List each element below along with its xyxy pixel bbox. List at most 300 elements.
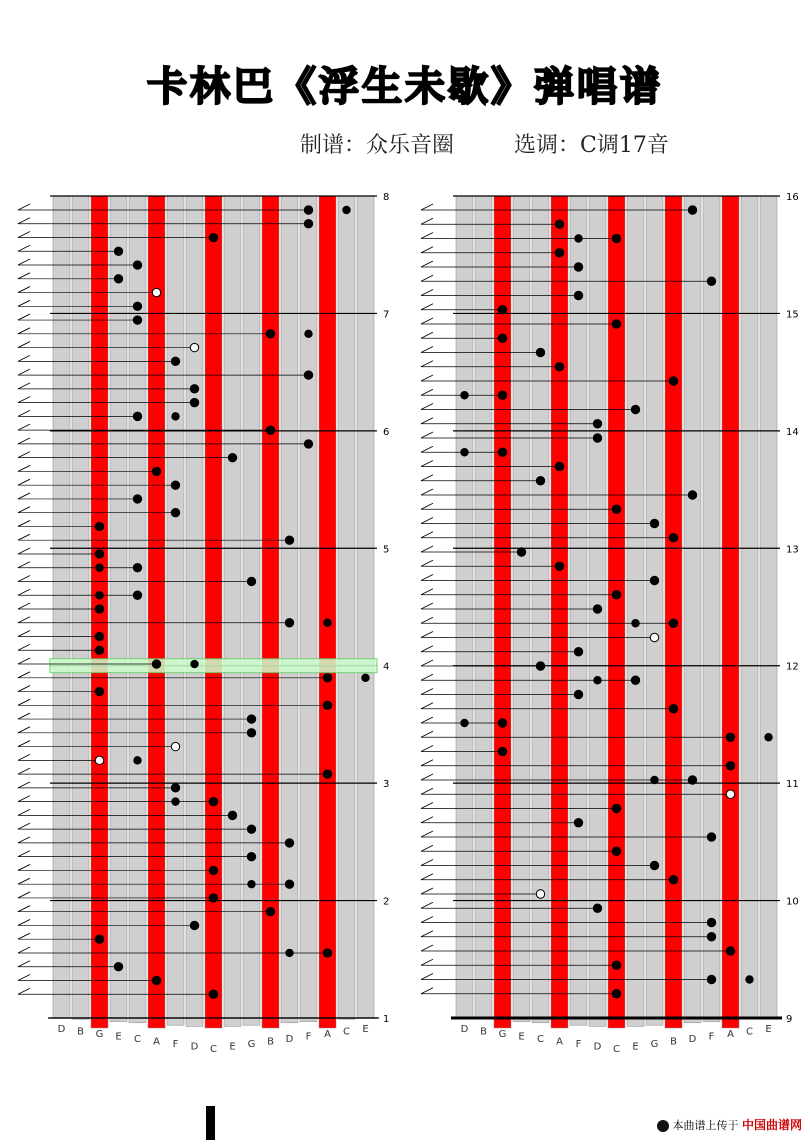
note-flag — [18, 644, 30, 650]
note-flag — [18, 658, 30, 664]
measure-number: 14 — [786, 426, 799, 438]
note-flag — [18, 837, 30, 843]
note-flag — [18, 479, 30, 485]
note-dot — [650, 776, 658, 784]
note-dot — [707, 933, 715, 941]
note-dot — [171, 797, 179, 805]
note-flag — [421, 461, 433, 467]
note-flag — [421, 931, 433, 937]
note-flag — [18, 383, 30, 389]
note-dot — [650, 576, 658, 584]
red-tine — [148, 196, 165, 1028]
red-tine — [319, 196, 336, 1028]
tine-label: A — [556, 1036, 563, 1048]
tine-label: D — [688, 1034, 697, 1045]
note-dot — [190, 660, 198, 668]
note-dot — [460, 391, 468, 399]
note-flag — [18, 204, 30, 210]
note-dot — [114, 247, 122, 255]
note-dot — [517, 548, 525, 556]
tine — [186, 196, 203, 1026]
note-flag — [18, 438, 30, 444]
measure-number: 10 — [786, 896, 799, 908]
red-tine — [665, 196, 682, 1028]
note-dot — [631, 619, 639, 627]
note-dot — [669, 619, 677, 627]
note-dot — [95, 756, 103, 764]
note-flag — [18, 919, 30, 925]
note-dot — [593, 605, 601, 613]
note-dot — [247, 852, 255, 860]
note-dot — [95, 935, 103, 943]
note-dot — [323, 770, 331, 778]
measure-number: 7 — [383, 309, 390, 321]
note-dot — [209, 894, 217, 902]
note-dot — [536, 890, 544, 898]
note-flag — [18, 424, 30, 430]
note-flag — [421, 432, 433, 438]
note-flag — [421, 275, 433, 281]
note-dot — [190, 398, 198, 406]
note-flag — [18, 232, 30, 238]
note-flag — [421, 233, 433, 239]
note-dot — [498, 747, 506, 755]
tine-label: D — [460, 1024, 469, 1035]
note-dot — [745, 975, 753, 983]
note-dot — [285, 619, 293, 627]
tine-label: C — [210, 1044, 217, 1055]
tine-label: A — [727, 1029, 734, 1040]
site-logo-icon — [657, 1120, 669, 1132]
red-tine — [722, 196, 739, 1028]
note-dot — [726, 733, 734, 741]
note-flag — [18, 741, 30, 747]
tine-label: C — [134, 1034, 141, 1045]
note-dot — [95, 550, 103, 558]
note-dot — [190, 385, 198, 393]
note-flag — [18, 287, 30, 293]
note-dot — [707, 277, 715, 285]
note-flag — [18, 754, 30, 760]
tine-label: F — [708, 1031, 715, 1043]
note-flag — [421, 347, 433, 353]
note-dot — [152, 288, 160, 296]
note-dot — [266, 907, 274, 915]
note-flag — [421, 760, 433, 766]
note-flag — [18, 548, 30, 554]
measure-number: 8 — [383, 192, 390, 203]
note-dot — [612, 847, 620, 855]
note-dot — [688, 776, 696, 784]
tine-label: C — [343, 1026, 350, 1038]
note-dot — [669, 705, 677, 713]
footer-text: 本曲谱上传于 — [672, 1119, 739, 1132]
tine — [627, 196, 644, 1026]
note-dot — [304, 206, 312, 214]
note-dot — [612, 804, 620, 812]
note-flag — [18, 796, 30, 802]
note-dot — [228, 811, 236, 819]
note-dot — [707, 918, 715, 926]
note-dot — [95, 646, 103, 654]
measure-number: 4 — [383, 661, 390, 673]
measure-number: 15 — [786, 309, 799, 321]
note-dot — [323, 949, 331, 957]
note-flag — [18, 534, 30, 540]
tine-label: E — [115, 1031, 122, 1043]
note-flag — [18, 520, 30, 526]
note-flag — [18, 782, 30, 788]
note-dot — [209, 797, 217, 805]
note-dot — [285, 839, 293, 847]
note-dot — [95, 564, 103, 572]
note-flag — [421, 660, 433, 666]
note-flag — [421, 632, 433, 638]
measure-number: 5 — [383, 544, 390, 556]
note-flag — [421, 332, 433, 338]
note-dot — [631, 405, 639, 413]
note-flag — [421, 831, 433, 837]
note-flag — [421, 888, 433, 894]
note-dot — [669, 534, 677, 542]
note-flag — [18, 933, 30, 939]
tine-label: B — [267, 1036, 274, 1048]
note-flag — [421, 646, 433, 652]
note-dot — [498, 306, 506, 314]
note-dot — [266, 426, 274, 434]
note-dot — [228, 453, 236, 461]
note-flag — [18, 493, 30, 499]
note-flag — [18, 369, 30, 375]
note-dot — [498, 391, 506, 399]
note-flag — [18, 465, 30, 471]
note-flag — [421, 318, 433, 324]
note-flag — [421, 731, 433, 737]
note-dot — [133, 564, 141, 572]
note-flag — [421, 617, 433, 623]
tine-label: B — [480, 1026, 487, 1038]
note-dot — [726, 947, 734, 955]
note-flag — [421, 974, 433, 980]
note-dot — [555, 363, 563, 371]
tine-label: E — [229, 1041, 236, 1053]
note-flag — [421, 532, 433, 538]
note-flag — [18, 961, 30, 967]
note-dot — [152, 660, 160, 668]
note-dot — [536, 662, 544, 670]
note-dot — [133, 261, 141, 269]
note-flag — [18, 892, 30, 898]
note-dot — [555, 562, 563, 570]
note-flag — [18, 617, 30, 623]
note-dot — [726, 790, 734, 798]
note-dot — [266, 330, 274, 338]
tine — [760, 196, 777, 1018]
note-dot — [95, 591, 103, 599]
note-dot — [95, 632, 103, 640]
note-dot — [133, 412, 141, 420]
note-dot — [707, 975, 715, 983]
tine — [532, 196, 549, 1023]
note-dot — [612, 990, 620, 998]
note-flag — [421, 518, 433, 524]
subtitle — [300, 128, 669, 159]
tine-label: A — [153, 1036, 160, 1048]
note-flag — [421, 575, 433, 581]
left-tab-panel — [0, 188, 405, 1088]
note-flag — [18, 328, 30, 334]
note-dot — [726, 762, 734, 770]
note-dot — [114, 275, 122, 283]
note-flag — [421, 803, 433, 809]
note-dot — [498, 334, 506, 342]
note-dot — [593, 420, 601, 428]
note-dot — [171, 508, 179, 516]
note-dot — [612, 961, 620, 969]
note-flag — [18, 575, 30, 581]
note-dot — [247, 577, 255, 585]
note-dot — [612, 320, 620, 328]
note-flag — [18, 727, 30, 733]
note-dot — [574, 819, 582, 827]
note-flag — [18, 631, 30, 637]
note-flag — [421, 917, 433, 923]
note-flag — [18, 410, 30, 416]
note-flag — [18, 906, 30, 912]
tine-label: B — [77, 1026, 84, 1038]
note-dot — [593, 434, 601, 442]
note-flag — [18, 823, 30, 829]
note-flag — [18, 974, 30, 980]
note-dot — [304, 371, 312, 379]
note-dot — [152, 467, 160, 475]
note-dot — [593, 904, 601, 912]
note-dot — [361, 674, 369, 682]
note-dot — [209, 866, 217, 874]
note-dot — [650, 633, 658, 641]
tine-label: G — [95, 1029, 104, 1040]
note-dot — [133, 302, 141, 310]
note-flag — [18, 809, 30, 815]
tine — [684, 196, 701, 1023]
tine-label: F — [172, 1039, 179, 1050]
note-dot — [555, 249, 563, 257]
note-flag — [18, 589, 30, 595]
note-dot — [631, 676, 639, 684]
note-dot — [688, 206, 696, 214]
note-dot — [498, 719, 506, 727]
note-flag — [421, 788, 433, 794]
note-dot — [688, 491, 696, 499]
note-flag — [421, 717, 433, 723]
note-flag — [18, 452, 30, 458]
note-dot — [574, 690, 582, 698]
note-flag — [421, 703, 433, 709]
note-dot — [171, 412, 179, 420]
note-dot — [764, 733, 772, 741]
note-flag — [18, 314, 30, 320]
note-dot — [95, 522, 103, 530]
note-flag — [421, 261, 433, 267]
note-dot — [171, 481, 179, 489]
note-flag — [421, 361, 433, 367]
text-cursor-marker — [206, 1106, 215, 1140]
note-dot — [555, 462, 563, 470]
note-flag — [18, 768, 30, 774]
tine-label: C — [537, 1034, 544, 1045]
note-dot — [612, 234, 620, 242]
note-dot — [612, 505, 620, 513]
note-flag — [18, 699, 30, 705]
measure-number: 6 — [383, 426, 390, 438]
measure-number: 2 — [383, 896, 390, 908]
note-flag — [421, 375, 433, 381]
note-flag — [421, 546, 433, 552]
note-flag — [18, 342, 30, 348]
note-flag — [18, 218, 30, 224]
tine-label: E — [765, 1024, 772, 1035]
note-flag — [421, 589, 433, 595]
note-flag — [421, 988, 433, 994]
note-dot — [323, 701, 331, 709]
note-dot — [707, 833, 715, 841]
note-flag — [421, 247, 433, 253]
note-dot — [460, 448, 468, 456]
note-flag — [421, 959, 433, 965]
tine-label: D — [285, 1034, 294, 1045]
note-flag — [421, 689, 433, 695]
note-flag — [18, 864, 30, 870]
tine — [456, 196, 473, 1018]
footer-credit — [657, 1116, 802, 1133]
note-flag — [421, 503, 433, 509]
note-flag — [18, 300, 30, 306]
measure-number: 11 — [786, 779, 799, 791]
right-tab-panel — [405, 188, 810, 1088]
note-flag — [18, 562, 30, 568]
red-tine — [494, 196, 511, 1028]
tine-label: D — [190, 1041, 199, 1053]
note-flag — [18, 851, 30, 857]
note-dot — [285, 536, 293, 544]
note-dot — [190, 921, 198, 929]
measure-number: 9 — [786, 1014, 793, 1025]
note-dot — [247, 729, 255, 737]
tine-label: F — [575, 1039, 582, 1050]
footer-brand: 中国曲谱网 — [741, 1118, 802, 1132]
tine — [338, 196, 355, 1019]
tine — [741, 196, 758, 1019]
tine — [281, 196, 298, 1023]
page-title: 卡林巴《浮生未歇》弹唱谱 — [147, 64, 663, 110]
note-dot — [209, 990, 217, 998]
note-dot — [460, 719, 468, 727]
note-flag — [421, 874, 433, 880]
note-flag — [421, 418, 433, 424]
tine-label: C — [746, 1026, 753, 1038]
tine — [72, 196, 89, 1019]
note-flag — [18, 878, 30, 884]
red-tine — [262, 196, 279, 1028]
tine — [300, 196, 317, 1022]
note-flag — [421, 603, 433, 609]
red-tine — [205, 196, 222, 1028]
arranger-text: 制谱：众乐音圈 — [300, 133, 455, 158]
tine-label: G — [650, 1039, 659, 1050]
measure-number: 13 — [786, 544, 799, 556]
note-dot — [323, 674, 331, 682]
note-dot — [304, 440, 312, 448]
note-dot — [209, 233, 217, 241]
tine-label: G — [247, 1039, 256, 1050]
note-dot — [574, 234, 582, 242]
note-dot — [152, 976, 160, 984]
tine-label: E — [518, 1031, 525, 1043]
tine-label: E — [632, 1041, 639, 1053]
note-dot — [247, 715, 255, 723]
note-dot — [133, 591, 141, 599]
measure-number: 3 — [383, 779, 390, 791]
tine-label: A — [324, 1029, 331, 1040]
note-dot — [133, 316, 141, 324]
note-dot — [650, 861, 658, 869]
note-dot — [536, 477, 544, 485]
note-dot — [133, 495, 141, 503]
note-dot — [574, 291, 582, 299]
tine-label: E — [362, 1024, 369, 1035]
note-dot — [285, 880, 293, 888]
note-flag — [421, 817, 433, 823]
note-flag — [421, 218, 433, 224]
tine-label: G — [498, 1029, 507, 1040]
note-dot — [669, 377, 677, 385]
note-flag — [421, 204, 433, 210]
tine-label: B — [670, 1036, 677, 1048]
note-flag — [421, 560, 433, 566]
tine-label: C — [613, 1044, 620, 1055]
note-flag — [18, 947, 30, 953]
note-flag — [421, 902, 433, 908]
note-flag — [18, 259, 30, 265]
note-dot — [190, 343, 198, 351]
note-dot — [133, 756, 141, 764]
note-flag — [421, 746, 433, 752]
tine — [224, 196, 241, 1026]
red-tine — [551, 196, 568, 1028]
note-flag — [18, 397, 30, 403]
note-flag — [421, 774, 433, 780]
note-dot — [498, 448, 506, 456]
note-dot — [323, 619, 331, 627]
note-dot — [114, 963, 122, 971]
note-flag — [18, 988, 30, 994]
note-dot — [95, 687, 103, 695]
note-dot — [555, 220, 563, 228]
measure-number: 1 — [383, 1014, 390, 1025]
measure-number: 16 — [786, 192, 799, 203]
note-flag — [18, 713, 30, 719]
tine — [53, 196, 70, 1018]
note-dot — [342, 206, 350, 214]
tine — [703, 196, 720, 1022]
tine — [357, 196, 374, 1018]
note-flag — [421, 290, 433, 296]
note-flag — [421, 674, 433, 680]
note-flag — [421, 860, 433, 866]
key-text: 选调：C调17音 — [514, 133, 669, 158]
note-flag — [421, 475, 433, 481]
highlight-band — [50, 659, 377, 673]
